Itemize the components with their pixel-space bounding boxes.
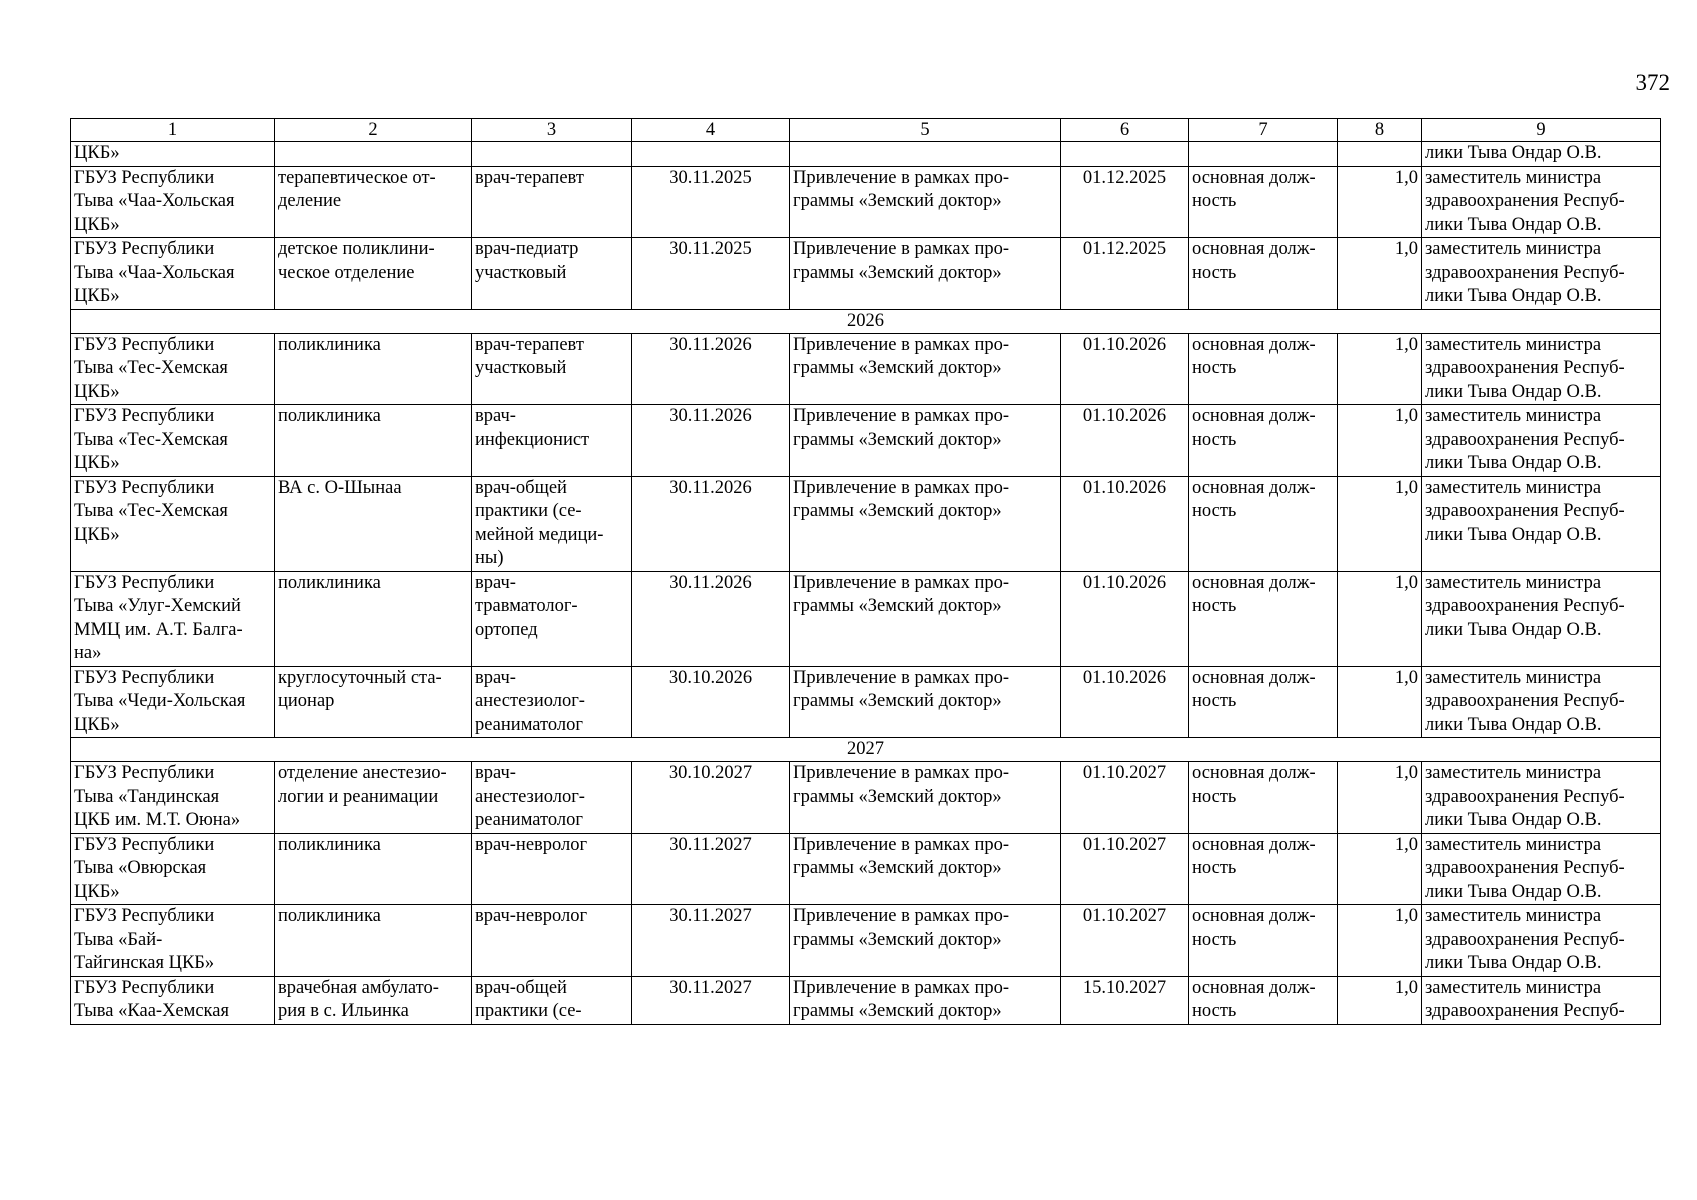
staffing-table — [70, 118, 1661, 1025]
table-cell-c1: ГБУЗ Республики Тыва «Чеди-Хольская ЦКБ» — [71, 666, 275, 738]
table-cell-c9: заместитель министра здравоохранения Респуб- лики Тыва Ондар О.В. — [1422, 405, 1661, 477]
table-cell-c4: 30.11.2027 — [632, 905, 790, 977]
table-cell-c8: 1,0 — [1338, 666, 1422, 738]
year-heading: 2027 — [71, 738, 1661, 762]
table-cell-c1: ГБУЗ Республики Тыва «Улуг-Хемский ММЦ им. А.Т. Балга- на» — [71, 571, 275, 666]
table-cell-c3: врач-невролог — [472, 833, 632, 905]
table-cell-c5 — [790, 142, 1061, 167]
table-cell-c7: основная долж- ность — [1189, 666, 1338, 738]
table-cell-c5: Привлечение в рамках про- граммы «Земский доктор» — [790, 333, 1061, 405]
table-row — [71, 905, 1661, 977]
table-body — [71, 119, 1661, 1025]
column-number-cell: 7 — [1189, 119, 1338, 142]
table-cell-c4: 30.11.2027 — [632, 833, 790, 905]
table-cell-c2: поликлиника — [275, 571, 472, 666]
table-cell-c7: основная долж- ность — [1189, 976, 1338, 1024]
table-cell-c3: врач-общей практики (се- — [472, 976, 632, 1024]
table-row — [71, 976, 1661, 1024]
table-row — [71, 762, 1661, 834]
table-cell-c4: 30.11.2025 — [632, 238, 790, 310]
table-cell-c2: детское поликлини- ческое отделение — [275, 238, 472, 310]
table-cell-c7: основная долж- ность — [1189, 405, 1338, 477]
table-cell-c7: основная долж- ность — [1189, 333, 1338, 405]
table-cell-c6: 01.10.2026 — [1061, 476, 1189, 571]
table-cell-c9: заместитель министра здравоохранения Респуб- лики Тыва Ондар О.В. — [1422, 476, 1661, 571]
table-cell-c2: поликлиника — [275, 405, 472, 477]
table-cell-c9: заместитель министра здравоохранения Респуб- лики Тыва Ондар О.В. — [1422, 166, 1661, 238]
table-cell-c3: врач-терапевт участковый — [472, 333, 632, 405]
table-cell-c6: 15.10.2027 — [1061, 976, 1189, 1024]
table-cell-c9: заместитель министра здравоохранения Респуб- — [1422, 976, 1661, 1024]
table-cell-c1: ГБУЗ Республики Тыва «Чаа-Хольская ЦКБ» — [71, 166, 275, 238]
column-number-cell: 5 — [790, 119, 1061, 142]
table-cell-c2: поликлиника — [275, 333, 472, 405]
table-cell-c8 — [1338, 142, 1422, 167]
table-cell-c8: 1,0 — [1338, 333, 1422, 405]
table-row — [71, 333, 1661, 405]
table-row — [71, 166, 1661, 238]
table-row — [71, 238, 1661, 310]
table-cell-c4: 30.11.2026 — [632, 333, 790, 405]
table-cell-c5: Привлечение в рамках про- граммы «Земский доктор» — [790, 905, 1061, 977]
table-cell-c4: 30.11.2027 — [632, 976, 790, 1024]
table-cell-c3: врач- травматолог- ортопед — [472, 571, 632, 666]
table-cell-c7: основная долж- ность — [1189, 166, 1338, 238]
table-cell-c2: поликлиника — [275, 905, 472, 977]
table-cell-c9: заместитель министра здравоохранения Респуб- лики Тыва Ондар О.В. — [1422, 333, 1661, 405]
table-cell-c4: 30.10.2026 — [632, 666, 790, 738]
table-cell-c5: Привлечение в рамках про- граммы «Земский доктор» — [790, 238, 1061, 310]
table-cell-c7: основная долж- ность — [1189, 833, 1338, 905]
table-cell-c4: 30.11.2026 — [632, 476, 790, 571]
table-row — [71, 833, 1661, 905]
table-cell-c5: Привлечение в рамках про- граммы «Земский доктор» — [790, 405, 1061, 477]
table-cell-c4: 30.11.2026 — [632, 405, 790, 477]
table-cell-c7: основная долж- ность — [1189, 762, 1338, 834]
table-cell-c2 — [275, 142, 472, 167]
table-cell-c8: 1,0 — [1338, 238, 1422, 310]
table-cell-c1: ГБУЗ Республики Тыва «Бай- Тайгинская ЦКБ» — [71, 905, 275, 977]
table-cell-c6: 01.10.2026 — [1061, 571, 1189, 666]
table-cell-c5: Привлечение в рамках про- граммы «Земский доктор» — [790, 762, 1061, 834]
table-cell-c6: 01.10.2026 — [1061, 405, 1189, 477]
table-cell-c2: терапевтическое от- деление — [275, 166, 472, 238]
table-cell-c3: врач-общей практики (се- мейной медици- ны) — [472, 476, 632, 571]
table-cell-c5: Привлечение в рамках про- граммы «Земский доктор» — [790, 666, 1061, 738]
table-cell-c9: заместитель министра здравоохранения Респуб- лики Тыва Ондар О.В. — [1422, 762, 1661, 834]
table-cell-c4: 30.11.2026 — [632, 571, 790, 666]
table-cell-c5: Привлечение в рамках про- граммы «Земский доктор» — [790, 833, 1061, 905]
year-row — [71, 309, 1661, 333]
table-cell-c6: 01.10.2027 — [1061, 762, 1189, 834]
table-cell-c3: врач-терапевт — [472, 166, 632, 238]
table-cell-c2: круглосуточный ста- ционар — [275, 666, 472, 738]
table-cell-c2: поликлиника — [275, 833, 472, 905]
table-cell-c2: отделение анестезио- логии и реанимации — [275, 762, 472, 834]
table-cell-c8: 1,0 — [1338, 571, 1422, 666]
table-row — [71, 142, 1661, 167]
table-cell-c3: врач-невролог — [472, 905, 632, 977]
table-cell-c9: заместитель министра здравоохранения Респуб- лики Тыва Ондар О.В. — [1422, 833, 1661, 905]
table-cell-c3: врач-педиатр участковый — [472, 238, 632, 310]
table-cell-c7: основная долж- ность — [1189, 571, 1338, 666]
column-number-cell: 1 — [71, 119, 275, 142]
table-cell-c9: заместитель министра здравоохранения Респуб- лики Тыва Ондар О.В. — [1422, 905, 1661, 977]
table-row — [71, 571, 1661, 666]
table-cell-c6: 01.10.2026 — [1061, 333, 1189, 405]
table-cell-c1: ГБУЗ Республики Тыва «Тес-Хемская ЦКБ» — [71, 476, 275, 571]
table-cell-c1: ГБУЗ Республики Тыва «Овюрская ЦКБ» — [71, 833, 275, 905]
table-cell-c9: лики Тыва Ондар О.В. — [1422, 142, 1661, 167]
table-cell-c3: врач- анестезиолог- реаниматолог — [472, 762, 632, 834]
table-cell-c5: Привлечение в рамках про- граммы «Земский доктор» — [790, 571, 1061, 666]
table-cell-c1: ГБУЗ Республики Тыва «Чаа-Хольская ЦКБ» — [71, 238, 275, 310]
table-cell-c1: ГБУЗ Республики Тыва «Тес-Хемская ЦКБ» — [71, 405, 275, 477]
table-cell-c5: Привлечение в рамках про- граммы «Земский доктор» — [790, 976, 1061, 1024]
table-cell-c4: 30.10.2027 — [632, 762, 790, 834]
table-cell-c6: 01.10.2027 — [1061, 833, 1189, 905]
table-cell-c6 — [1061, 142, 1189, 167]
table-cell-c6: 01.12.2025 — [1061, 166, 1189, 238]
column-number-cell: 6 — [1061, 119, 1189, 142]
table-cell-c8: 1,0 — [1338, 905, 1422, 977]
table-cell-c1: ГБУЗ Республики Тыва «Каа-Хемская — [71, 976, 275, 1024]
year-heading: 2026 — [71, 309, 1661, 333]
table-cell-c5: Привлечение в рамках про- граммы «Земский доктор» — [790, 166, 1061, 238]
table-cell-c9: заместитель министра здравоохранения Респуб- лики Тыва Ондар О.В. — [1422, 238, 1661, 310]
table-cell-c4 — [632, 142, 790, 167]
table-cell-c7: основная долж- ность — [1189, 905, 1338, 977]
table-cell-c8: 1,0 — [1338, 762, 1422, 834]
table-cell-c8: 1,0 — [1338, 833, 1422, 905]
column-number-cell: 2 — [275, 119, 472, 142]
table-cell-c6: 01.12.2025 — [1061, 238, 1189, 310]
table-cell-c6: 01.10.2027 — [1061, 905, 1189, 977]
table-cell-c8: 1,0 — [1338, 166, 1422, 238]
table-cell-c3: врач- инфекционист — [472, 405, 632, 477]
table-cell-c8: 1,0 — [1338, 976, 1422, 1024]
table-row — [71, 476, 1661, 571]
column-number-cell: 4 — [632, 119, 790, 142]
column-number-row — [71, 119, 1661, 142]
table-row — [71, 666, 1661, 738]
column-number-cell: 3 — [472, 119, 632, 142]
table-cell-c3 — [472, 142, 632, 167]
table-cell-c2: врачебная амбулато- рия в с. Ильинка — [275, 976, 472, 1024]
table-cell-c1: ГБУЗ Республики Тыва «Тес-Хемская ЦКБ» — [71, 333, 275, 405]
table-cell-c8: 1,0 — [1338, 405, 1422, 477]
table-cell-c3: врач- анестезиолог- реаниматолог — [472, 666, 632, 738]
year-row — [71, 738, 1661, 762]
table-cell-c8: 1,0 — [1338, 476, 1422, 571]
table-cell-c6: 01.10.2026 — [1061, 666, 1189, 738]
table-row — [71, 405, 1661, 477]
table-cell-c9: заместитель министра здравоохранения Респуб- лики Тыва Ондар О.В. — [1422, 666, 1661, 738]
table-cell-c1: ГБУЗ Республики Тыва «Тандинская ЦКБ им. М.Т. Оюна» — [71, 762, 275, 834]
table-cell-c7: основная долж- ность — [1189, 476, 1338, 571]
table-cell-c1: ЦКБ» — [71, 142, 275, 167]
table-cell-c9: заместитель министра здравоохранения Респуб- лики Тыва Ондар О.В. — [1422, 571, 1661, 666]
table-cell-c2: ВА с. О-Шынаа — [275, 476, 472, 571]
table-cell-c7 — [1189, 142, 1338, 167]
table-cell-c5: Привлечение в рамках про- граммы «Земский доктор» — [790, 476, 1061, 571]
column-number-cell: 9 — [1422, 119, 1661, 142]
column-number-cell: 8 — [1338, 119, 1422, 142]
table-cell-c4: 30.11.2025 — [632, 166, 790, 238]
page-number: 372 — [1635, 70, 1670, 95]
table-cell-c7: основная долж- ность — [1189, 238, 1338, 310]
